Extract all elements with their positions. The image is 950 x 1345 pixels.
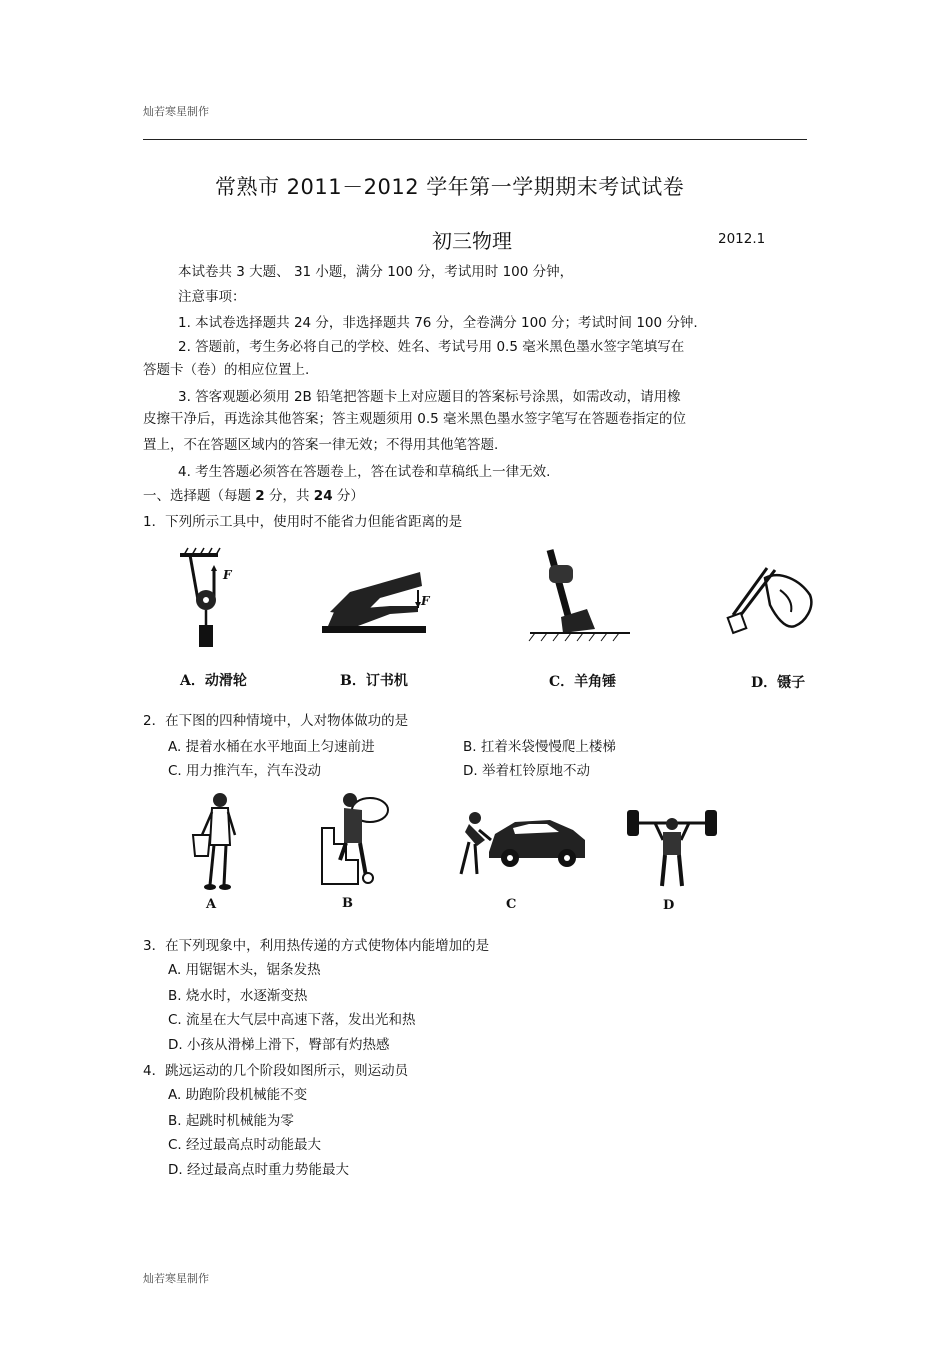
subject-title: 初三物理 bbox=[432, 229, 512, 253]
exam-summary: 本试卷共 3 大题、 31 小题，满分 100 分，考试用时 100 分钟， bbox=[178, 264, 574, 280]
q4-option-d: D. 经过最高点时重力势能最大 bbox=[168, 1162, 349, 1178]
force-label-b: F bbox=[421, 594, 430, 608]
q4-option-b: B. 起跳时机械能为零 bbox=[168, 1113, 294, 1129]
notice-item-2: 2. 答题前，考生务必将自己的学校、姓名、考试号用 0.5 毫米黑色墨水签字笔填写在 bbox=[178, 339, 685, 355]
footer-watermark: 灿若寒星制作 bbox=[143, 1272, 209, 1285]
question-2-stem: 2．在下图的四种情境中，人对物体做功的是 bbox=[143, 713, 409, 729]
q3-option-c: C. 流星在大气层中高速下落，发出光和热 bbox=[168, 1012, 416, 1028]
q4-option-c: C. 经过最高点时动能最大 bbox=[168, 1137, 322, 1153]
person-carrying-bucket-illustration bbox=[190, 790, 245, 895]
notice-item-1: 1. 本试卷选择题共 24 分，非选择题共 76 分，全卷满分 100 分；考试时间 100 分钟. bbox=[178, 315, 698, 331]
header-rule bbox=[143, 139, 807, 140]
q3-option-d: D. 小孩从滑梯上滑下，臀部有灼热感 bbox=[168, 1037, 390, 1053]
q3-option-a: A. 用锯锯木头，锯条发热 bbox=[168, 962, 321, 978]
option-label-d: D．镊子 bbox=[751, 675, 806, 691]
figure-label-b: B bbox=[342, 896, 353, 911]
weightlifter-illustration bbox=[625, 800, 720, 895]
figure-label-a: A bbox=[206, 897, 217, 912]
notice-item-3-cont: 皮擦干净后，再选涂其他答案；答主观题须用 0.5 毫米黑色墨水签字笔写在答题卷指定的位 bbox=[143, 411, 687, 427]
q3-option-b: B. 烧水时，水逐渐变热 bbox=[168, 988, 308, 1004]
figure-label-d: D bbox=[663, 898, 675, 913]
notice-item-3-cont2: 置上，不在答题区域内的答案一律无效；不得用其他笔答题. bbox=[143, 437, 499, 453]
q2-option-a: A. 提着水桶在水平地面上匀速前进 bbox=[168, 739, 375, 755]
person-climbing-stairs-illustration bbox=[318, 788, 393, 888]
header-watermark: 灿若寒星制作 bbox=[143, 105, 209, 118]
claw-hammer-illustration bbox=[525, 545, 635, 650]
figure-label-c: C bbox=[506, 897, 517, 912]
exam-title: 常熟市 2011－2012 学年第一学期期末考试试卷 bbox=[215, 175, 685, 199]
force-label-a: F bbox=[223, 568, 232, 582]
notice-item-2-cont: 答题卡（卷）的相应位置上. bbox=[143, 362, 310, 378]
notice-item-4: 4. 考生答题必须答在答题卷上，答在试卷和草稿纸上一律无效. bbox=[178, 464, 551, 480]
pulley-illustration bbox=[170, 545, 250, 655]
q2-option-c: C. 用力推汽车，汽车没动 bbox=[168, 763, 322, 779]
q2-option-b: B. 扛着米袋慢慢爬上楼梯 bbox=[463, 739, 616, 755]
notice-title: 注意事项： bbox=[178, 289, 246, 305]
notice-item-3: 3. 答客观题必须用 2B 铅笔把答题卡上对应题目的答案标号涂黑，如需改动，请用橡 bbox=[178, 389, 681, 405]
question-1-stem: 1．下列所示工具中，使用时不能省力但能省距离的是 bbox=[143, 514, 463, 530]
q2-option-d: D. 举着杠铃原地不动 bbox=[463, 763, 590, 779]
tweezers-illustration bbox=[725, 560, 820, 640]
question-3-stem: 3．在下列现象中，利用热传递的方式使物体内能增加的是 bbox=[143, 938, 490, 954]
exam-date: 2012.1 bbox=[718, 231, 766, 247]
question-4-stem: 4．跳远运动的几个阶段如图所示，则运动员 bbox=[143, 1063, 409, 1079]
option-label-b: B．订书机 bbox=[340, 673, 408, 689]
option-label-c: C．羊角锤 bbox=[549, 674, 617, 690]
stapler-illustration bbox=[320, 570, 430, 640]
option-label-a: A．动滑轮 bbox=[180, 673, 247, 689]
person-pushing-car-illustration bbox=[455, 800, 590, 885]
q4-option-a: A. 助跑阶段机械能不变 bbox=[168, 1087, 308, 1103]
section-heading: 一、选择题（每题 2 分，共 24 分） bbox=[143, 488, 364, 504]
